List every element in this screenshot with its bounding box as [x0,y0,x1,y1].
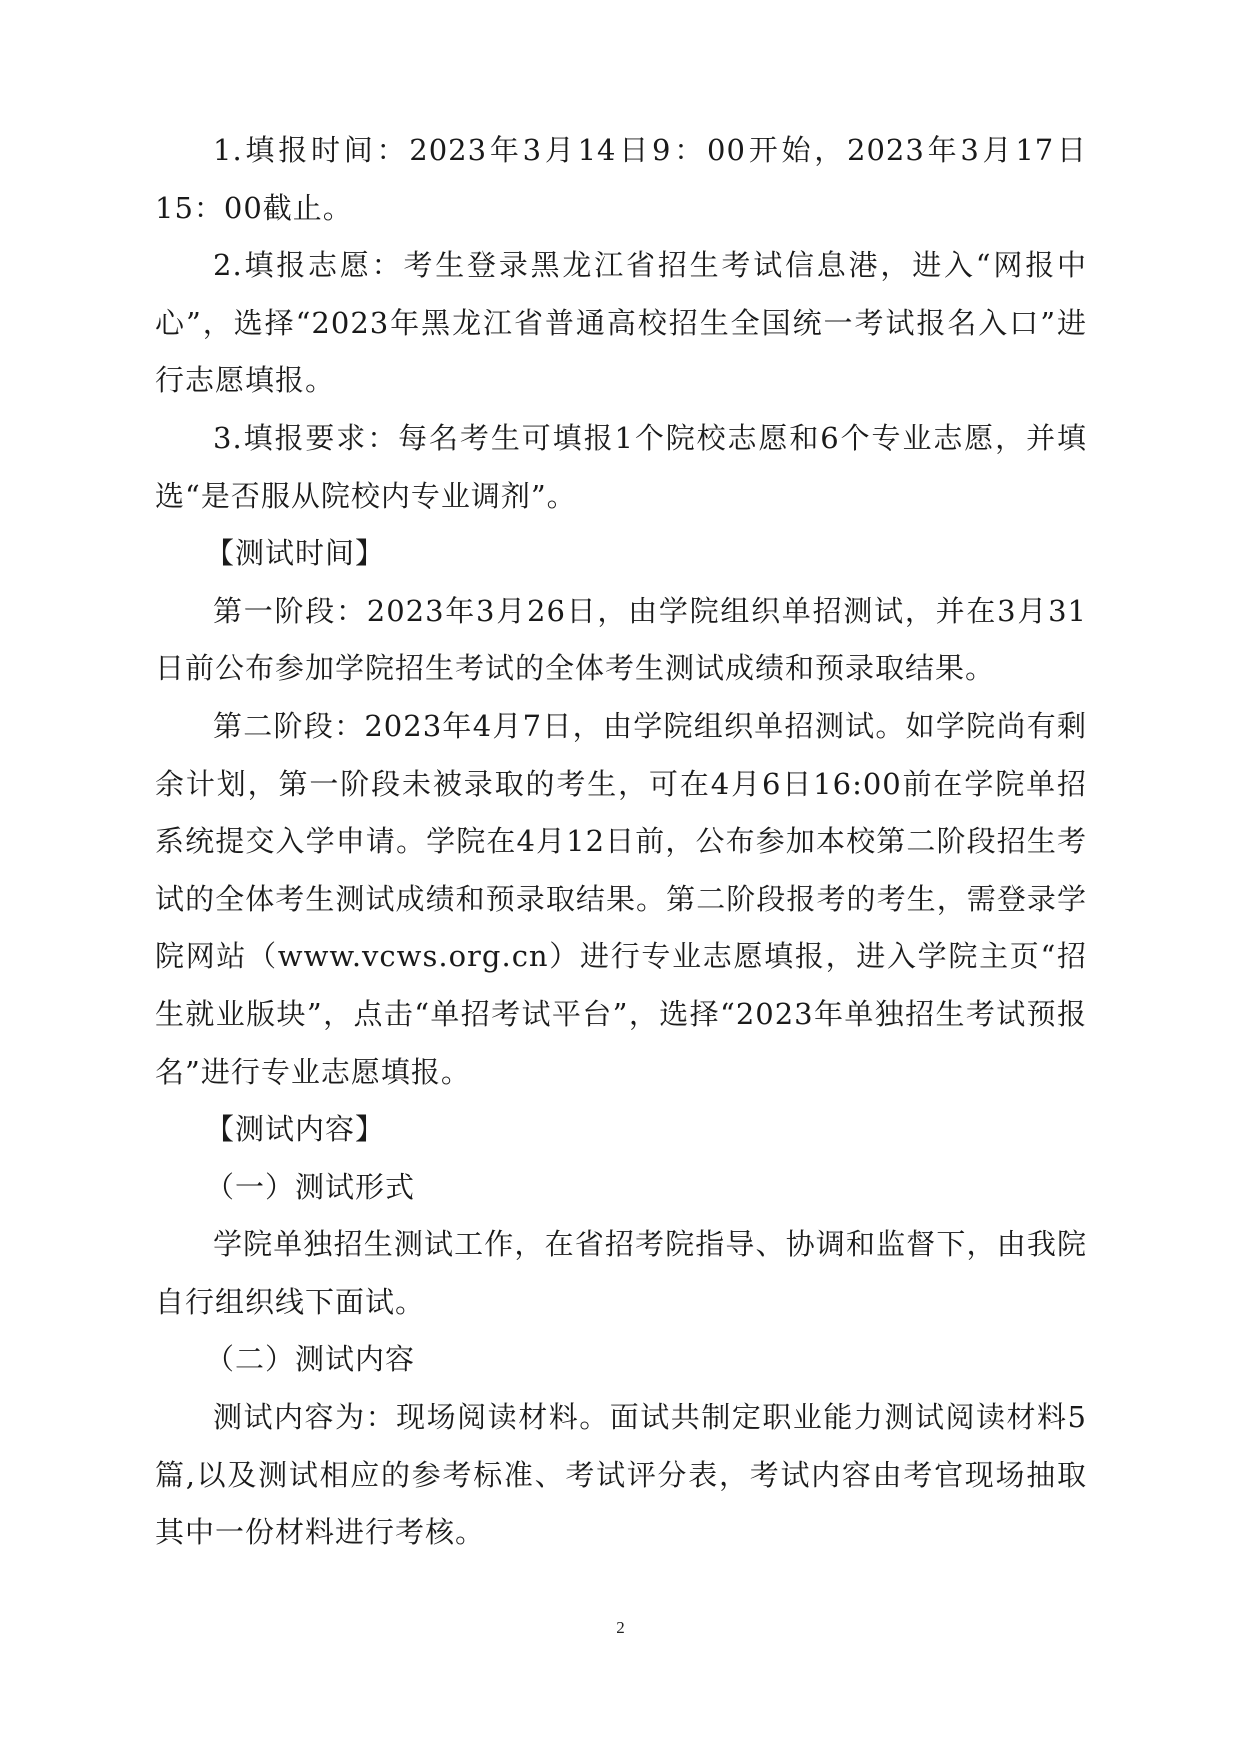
paragraph-stage-one: 第一阶段：2023年3月26日，由学院组织单招测试，并在3月31日前公布参加学院招生考试的全体考生测试成绩和预录取结果。 [155,593,1087,686]
paragraph-test-content: 测试内容为：现场阅读材料。面试共制定职业能力测试阅读材料5篇,以及测试相应的参考标准、考试评分表，考试内容由考官现场抽取其中一份材料进行考核。 [155,1400,1087,1550]
paragraph-fill-time: 1.填报时间：2023年3月14日9：00开始，2023年3月17日15：00截止。 [155,133,1087,225]
subheading-test-format: （一）测试形式 [205,1169,416,1204]
subheading-test-content: （二）测试内容 [205,1342,416,1377]
document-body [155,122,1087,1562]
section-heading-test-time: 【测试时间】 [205,536,386,571]
paragraph-fill-choice: 2.填报志愿：考生登录黑龙江省招生考试信息港，进入“网报中心”，选择“2023年黑龙江省普通高校招生全国统一考试报名入口”进行志愿填报。 [155,248,1087,398]
page-number: 2 [616,1618,625,1637]
paragraph-fill-requirement: 3.填报要求：每名考生可填报1个院校志愿和6个专业志愿，并填选“是否服从院校内专业调剂”。 [155,420,1087,513]
paragraph-stage-two: 第二阶段：2023年4月7日，由学院组织单招测试。如学院尚有剩余计划，第一阶段未被录取的考生，可在4月6日16:00前在学院单招系统提交入学申请。学院在4月12日前，公布参加本校第二阶段招生考试的全体考生测试成绩和预录取结果。第二阶段报考的考生，需登录学院网站（www.vcws.org.cn）进行专业志愿填报，进入学院主页“招生就业版块”，点击“单招考试平台”，选择“2023年单独招生考试预报名”进行专业志愿填报。 [155,708,1087,1089]
paragraph-test-format: 学院单独招生测试工作，在省招考院指导、协调和监督下，由我院自行组织线下面试。 [155,1227,1087,1319]
section-heading-test-content: 【测试内容】 [205,1112,386,1147]
